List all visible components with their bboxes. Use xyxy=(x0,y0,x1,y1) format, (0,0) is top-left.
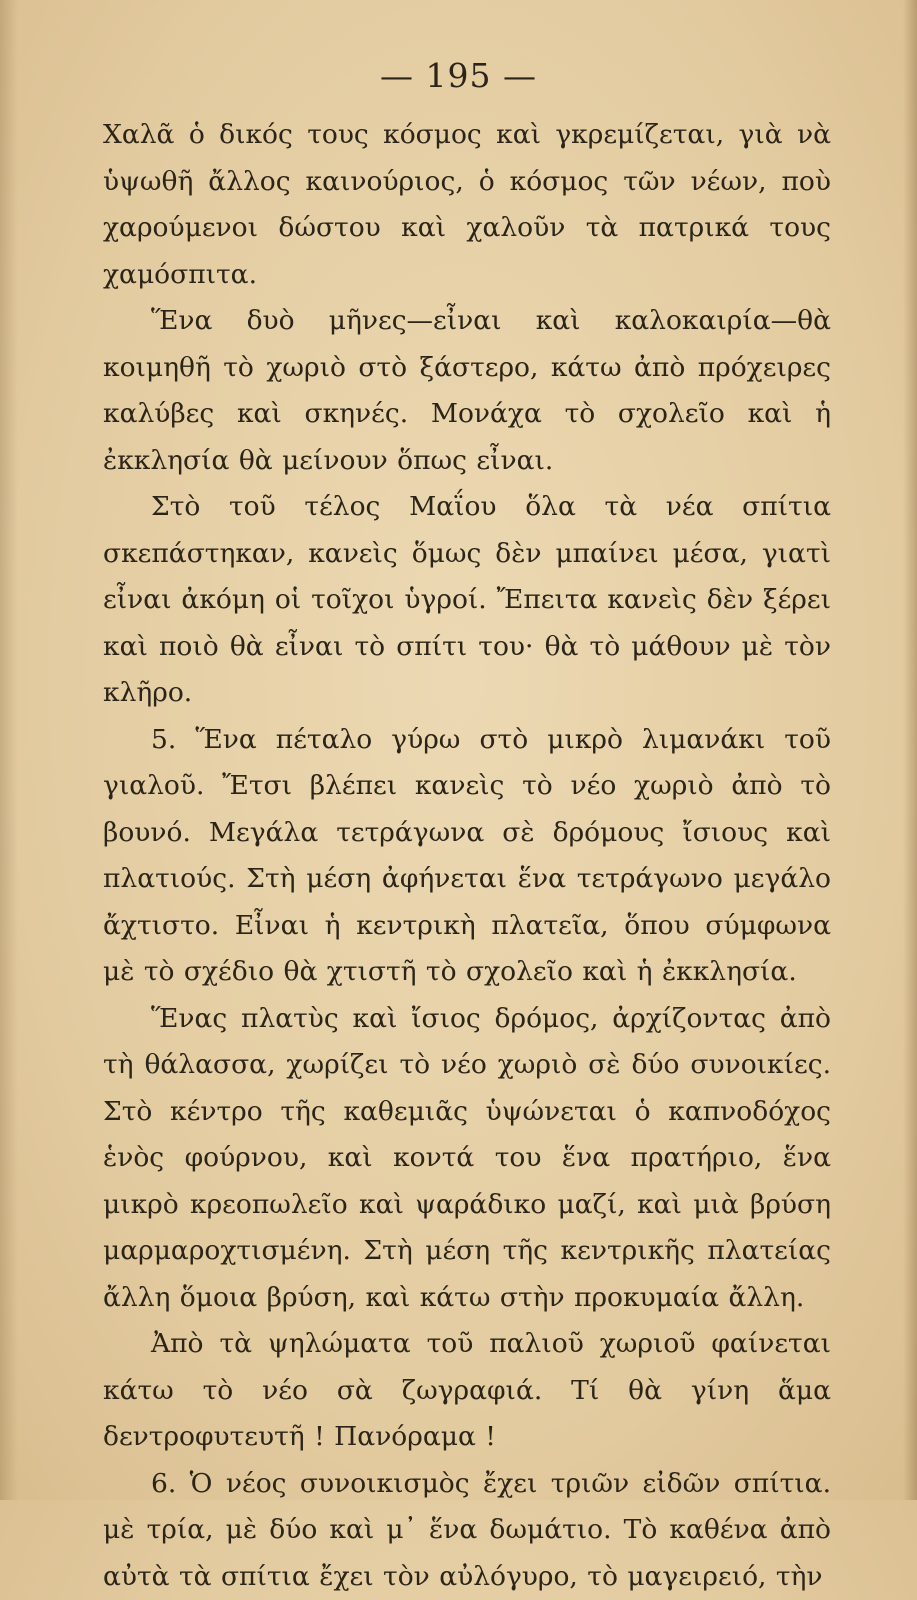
page-edge-left xyxy=(0,0,18,1500)
paragraph-1: Χαλᾶ ὁ δικός τους κόσμος καὶ γκρεμίζεται, γιὰ νὰ ὑψωθῆ ἄλλος καινούριος, ὁ κόσμος τῶν νέων, ποὺ χαρούμενοι δώστου καὶ χαλοῦν τὰ πατρικά τους χαμόσπιτα. xyxy=(103,112,831,298)
page-edge-right xyxy=(903,0,917,1500)
page-number: — 195 — xyxy=(0,56,917,95)
paragraph-6: Ἀπὸ τὰ ψηλώματα τοῦ παλιοῦ χωριοῦ φαίνεται κάτω τὸ νέο σὰ ζωγραφιά. Τί θὰ γίνη ἅμα δεντροφυτευτῆ ! Πανόραμα ! xyxy=(103,1321,831,1461)
paragraph-4: 5. Ἕνα πέταλο γύρω στὸ μικρὸ λιμανάκι τοῦ γιαλοῦ. Ἔτσι βλέπει κανεὶς τὸ νέο χωριὸ ἀπὸ τὸ βουνό. Μεγάλα τετράγωνα σὲ δρόμους ἴσιους καὶ πλατιούς. Στὴ μέση ἀφήνεται ἕνα τετράγωνο μεγάλο ἄχτιστο. Εἶναι ἡ κεντρικὴ πλατεῖα, ὅπου σύμφωνα μὲ τὸ σχέδιο θὰ χτιστῆ τὸ σχολεῖο καὶ ἡ ἐκκλησία. xyxy=(103,717,831,996)
paragraph-7: 6. Ὁ νέος συνοικισμὸς ἔχει τριῶν εἰδῶν σπίτια. μὲ τρία, μὲ δύο καὶ μ᾽ ἕνα δωμάτιο. Τὸ καθένα ἀπὸ αὐτὰ τὰ σπίτια ἔχει τὸν αὐλόγυρο, τὸ μαγειρειό, τὴν xyxy=(103,1461,831,1600)
body-text xyxy=(103,112,831,1600)
paragraph-5: Ἕνας πλατὺς καὶ ἴσιος δρόμος, ἀρχίζοντας ἀπὸ τὴ θάλασσα, χωρίζει τὸ νέο χωριὸ σὲ δύο συνοικίες. Στὸ κέντρο τῆς καθεμιᾶς ὑψώνεται ὁ καπνοδόχος ἑνὸς φούρνου, καὶ κοντά του ἕνα πρατήριο, ἕνα μικρὸ κρεοπωλεῖο καὶ ψαράδικο μαζί, καὶ μιὰ βρύση μαρμαροχτισμένη. Στὴ μέση τῆς κεντρικῆς πλατείας ἄλλη ὅμοια βρύση, καὶ κάτω στὴν προκυμαία ἄλλη. xyxy=(103,996,831,1322)
paragraph-3: Στὸ τοῦ τέλος Μαΐου ὅλα τὰ νέα σπίτια σκεπάστηκαν, κανεὶς ὅμως δὲν μπαίνει μέσα, γιατὶ εἶναι ἀκόμη οἱ τοῖχοι ὑγροί. Ἔπειτα κανεὶς δὲν ξέρει καὶ ποιὸ θὰ εἶναι τὸ σπίτι του· θὰ τὸ μάθουν μὲ τὸν κλῆρο. xyxy=(103,484,831,717)
paragraph-2: Ἕνα δυὸ μῆνες—εἶναι καὶ καλοκαιρία—θὰ κοιμηθῆ τὸ χωριὸ στὸ ξάστερο, κάτω ἀπὸ πρόχειρες καλύβες καὶ σκηνές. Μονάχα τὸ σχολεῖο καὶ ἡ ἐκκλησία θὰ μείνουν ὅπως εἶναι. xyxy=(103,298,831,484)
